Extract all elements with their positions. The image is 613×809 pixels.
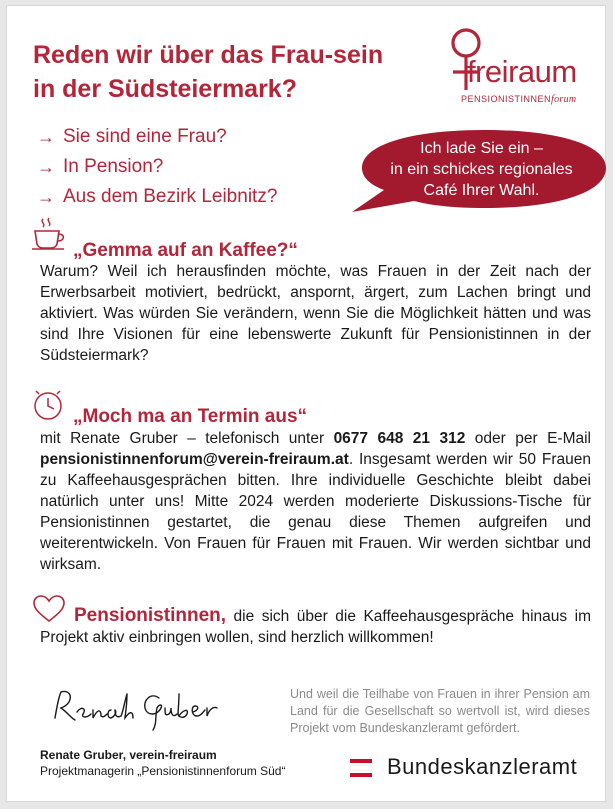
headline-line-1: Reden wir über das Frau-sein (33, 41, 384, 69)
handwritten-signature (47, 676, 237, 741)
question-item: → Sie sind eine Frau? (37, 122, 277, 152)
flyer-sheet (6, 5, 606, 802)
funding-note: Und weil die Teilhabe von Frauen in ihrer Pension am Land für die Gesellschaft so wertvoll ist, wird dieses Projekt vom Bundeskanzleramt gefördert. (290, 687, 590, 735)
section-title-termin: „Moch ma an Termin aus“ (73, 406, 308, 427)
question-item: → Aus dem Bezirk Leibnitz? (37, 182, 277, 212)
logo-subtitle: PENSIONISTINNENforum (461, 94, 577, 105)
footer-name: Renate Gruber, verein-freiraum (40, 748, 217, 762)
section-title-kaffee: „Gemma auf an Kaffee?“ (73, 240, 298, 261)
arrow-right-icon: → (37, 187, 55, 207)
coffee-cup-icon (31, 216, 69, 257)
section-title-pensionistinnen: Pensionistinnen, (74, 605, 227, 626)
email-address: pensionistinnenforum@verein-freiraum.at (40, 451, 349, 468)
bubble-text: Ich lade Sie ein – in ein schickes regionales Café Ihrer Wahl. (390, 140, 573, 199)
austria-flag-icon (350, 759, 372, 779)
logo-word: freiraum (467, 54, 577, 89)
question-list (37, 122, 277, 212)
footer-role: Projektmanagerin „Pensionistinnenforum Süd“ (40, 764, 286, 778)
arrow-right-icon: → (37, 157, 55, 177)
section-body-pensionistinnen: Pensionistinnen, die sich über die Kaffeehausgespräche hinaus im Projekt aktiv einbringen wollen, sind herzlich willkommen! (40, 605, 591, 646)
freiraum-logo (439, 26, 589, 112)
clock-icon (32, 389, 66, 428)
headline-line-2: in der Südsteiermark? (33, 75, 297, 103)
question-item: → In Pension? (37, 152, 277, 182)
headline (33, 38, 383, 106)
arrow-right-icon: → (37, 127, 55, 147)
sponsor-logo-text: Bundeskanzleramt (387, 754, 578, 779)
section-body-kaffee: Warum? Weil ich herausfinden möchte, was Frauen in der Zeit nach der Erwerbsarbeit motiviert, bedrückt, anspornt, ärgert, zum Lachen bringt und aktiviert. Was würden Sie verändern, wenn Sie die Möglichkeit hätten und was sind Ihre Visionen für eine lebenswerte Zukunft für Pensionistinnen in der Südsteiermark? (40, 263, 591, 364)
phone-number: 0677 648 21 312 (333, 430, 466, 447)
invitation-bubble (344, 128, 608, 214)
section-body-termin: mit Renate Gruber – telefonisch unter 0677 648 21 312 oder per E-Mail pensionistinnenforum@verein-freiraum.at. Insgesamt werden wir 50 Frauen zu Kaffeehausgesprächen bitten. Ihre individuelle Geschichte bleibt dabei natürlich unter uns! Mitte 2024 werden moderierte Diskussions-Tische für Pensionistinnen gestartet, die genau diese Themen aufgreifen und weiterentwickeln. Von Frauen für Frauen mit Frauen. Wir werden sichtbar und wirksam. (40, 430, 591, 573)
